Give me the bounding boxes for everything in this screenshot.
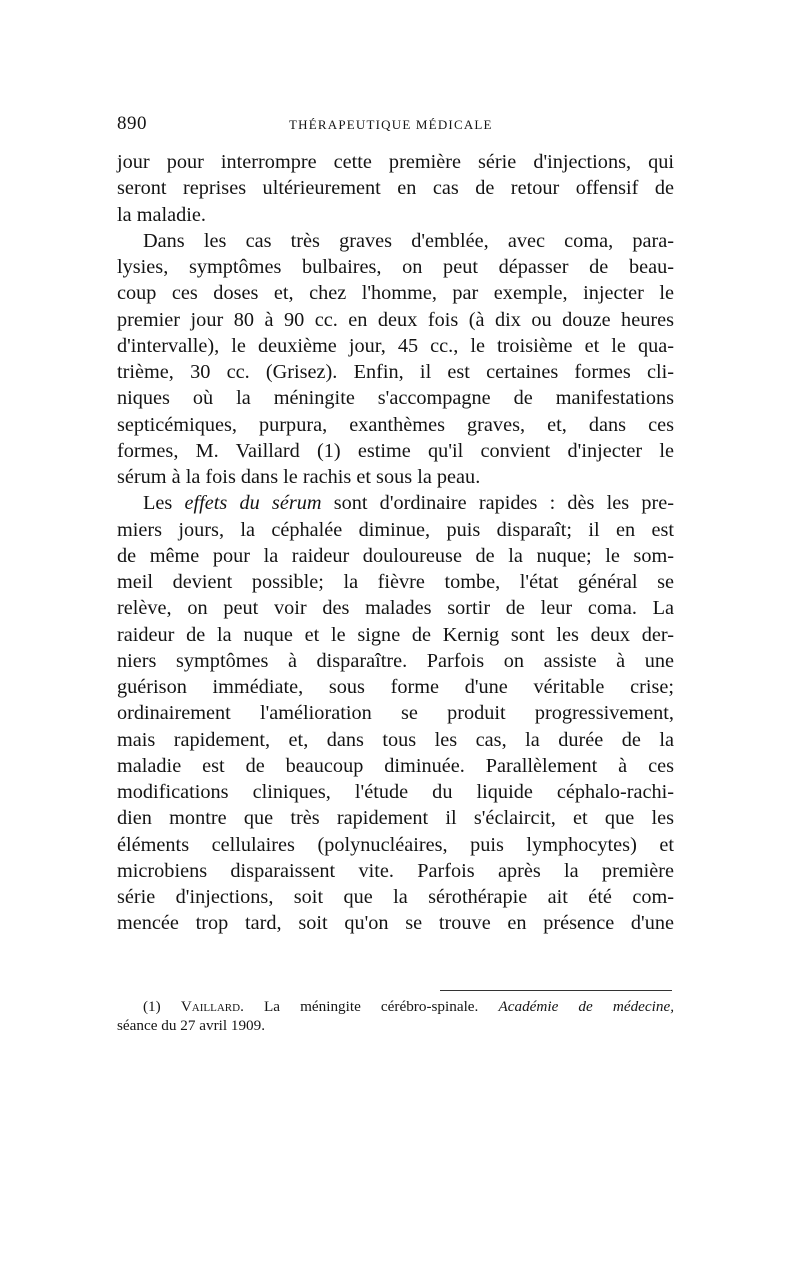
text-line: formes, M. Vaillard (1) estime qu'il convient d'injecter le [117,439,674,462]
text-line: microbiens disparaissent vite. Parfois après la première [117,859,674,882]
text-line: lysies, symptômes bulbaires, on peut dépasser de beau- [117,256,674,278]
text-line: modifications cliniques, l'étude du liquide céphalo-rachi- [117,781,674,803]
text-line: guérison immédiate, sous forme d'une véritable crise; [117,676,674,698]
text-line-effets [117,490,674,516]
footnote-line-2: séance du 27 avril 1909. [117,1017,266,1034]
text-line: premier jour 80 à 90 cc. en deux fois (à dix ou douze heures [117,308,674,331]
italic-phrase: effets du sérum [184,492,322,515]
text-line: meil devient possible; la fièvre tombe, l'état général se [117,571,674,593]
text-line: seront reprises ultérieurement en cas de retour offensif de [117,177,674,200]
page-number: 890 [117,113,147,134]
text-line: de même pour la raideur douloureuse de la nuque; le som- [117,544,674,567]
footnote-text: . La méningite cérébro-spinale. [240,998,479,1015]
text-line: miers jours, la céphalée diminue, puis disparaît; il en est [117,518,674,541]
text-line: mais rapidement, et, dans tous les cas, la durée de la [117,728,674,751]
footnote-marker: (1) [143,998,161,1015]
text-line: relève, on peut voir des malades sortir de leur coma. La [117,597,674,620]
text-line: trième, 30 cc. (Grisez). Enfin, il est certaines formes cli- [117,361,674,383]
page-header [117,113,674,139]
text-line: septicémiques, purpura, exanthèmes graves, et, dans ces [117,413,674,436]
lead-word: Les [143,492,173,515]
running-title: THÉRAPEUTIQUE MÉDICALE [289,117,493,132]
footnote-journal: Académie de médecine, [498,998,675,1015]
text-line: la maladie. [117,203,206,226]
text-line: Dans les cas très graves d'emblée, avec coma, para- [143,229,674,252]
text-line: éléments cellulaires (polynucléaires, puis lymphocytes) et [117,833,674,856]
text-line: sérum à la fois dans le rachis et sous la peau. [117,466,481,488]
text-line: coup ces doses et, chez l'homme, par exemple, injecter le [117,282,674,305]
footnote-line [117,997,674,1016]
text-line: niques où la méningite s'accompagne de manifestations [117,387,674,410]
footnote [117,997,674,1035]
footnote-rule [440,990,672,991]
text-line: niers symptômes à disparaître. Parfois on assiste à une [117,649,674,672]
text-line: maladie est de beaucoup diminuée. Parallèlement à ces [117,754,674,777]
text-line: série d'injections, soit que la sérothérapie ait été com- [117,886,674,908]
text-line: d'intervalle), le deuxième jour, 45 cc., le troisième et le qua- [117,334,674,357]
text-line: mencée trop tard, soit qu'on se trouve en présence d'une [117,912,674,935]
text-line: dien montre que très rapidement il s'éclaircit, et que les [117,807,674,830]
footnote-author: Vaillard [180,998,241,1015]
body-text [117,149,674,937]
text-line: raideur de la nuque et le signe de Kernig sont les deux der- [117,623,674,646]
text-line: ordinairement l'amélioration se produit progressivement, [117,702,674,725]
text-line: jour pour interrompre cette première série d'injections, qui [117,151,674,173]
line-rest: sont d'ordinaire rapides : dès les pre- [333,492,674,515]
